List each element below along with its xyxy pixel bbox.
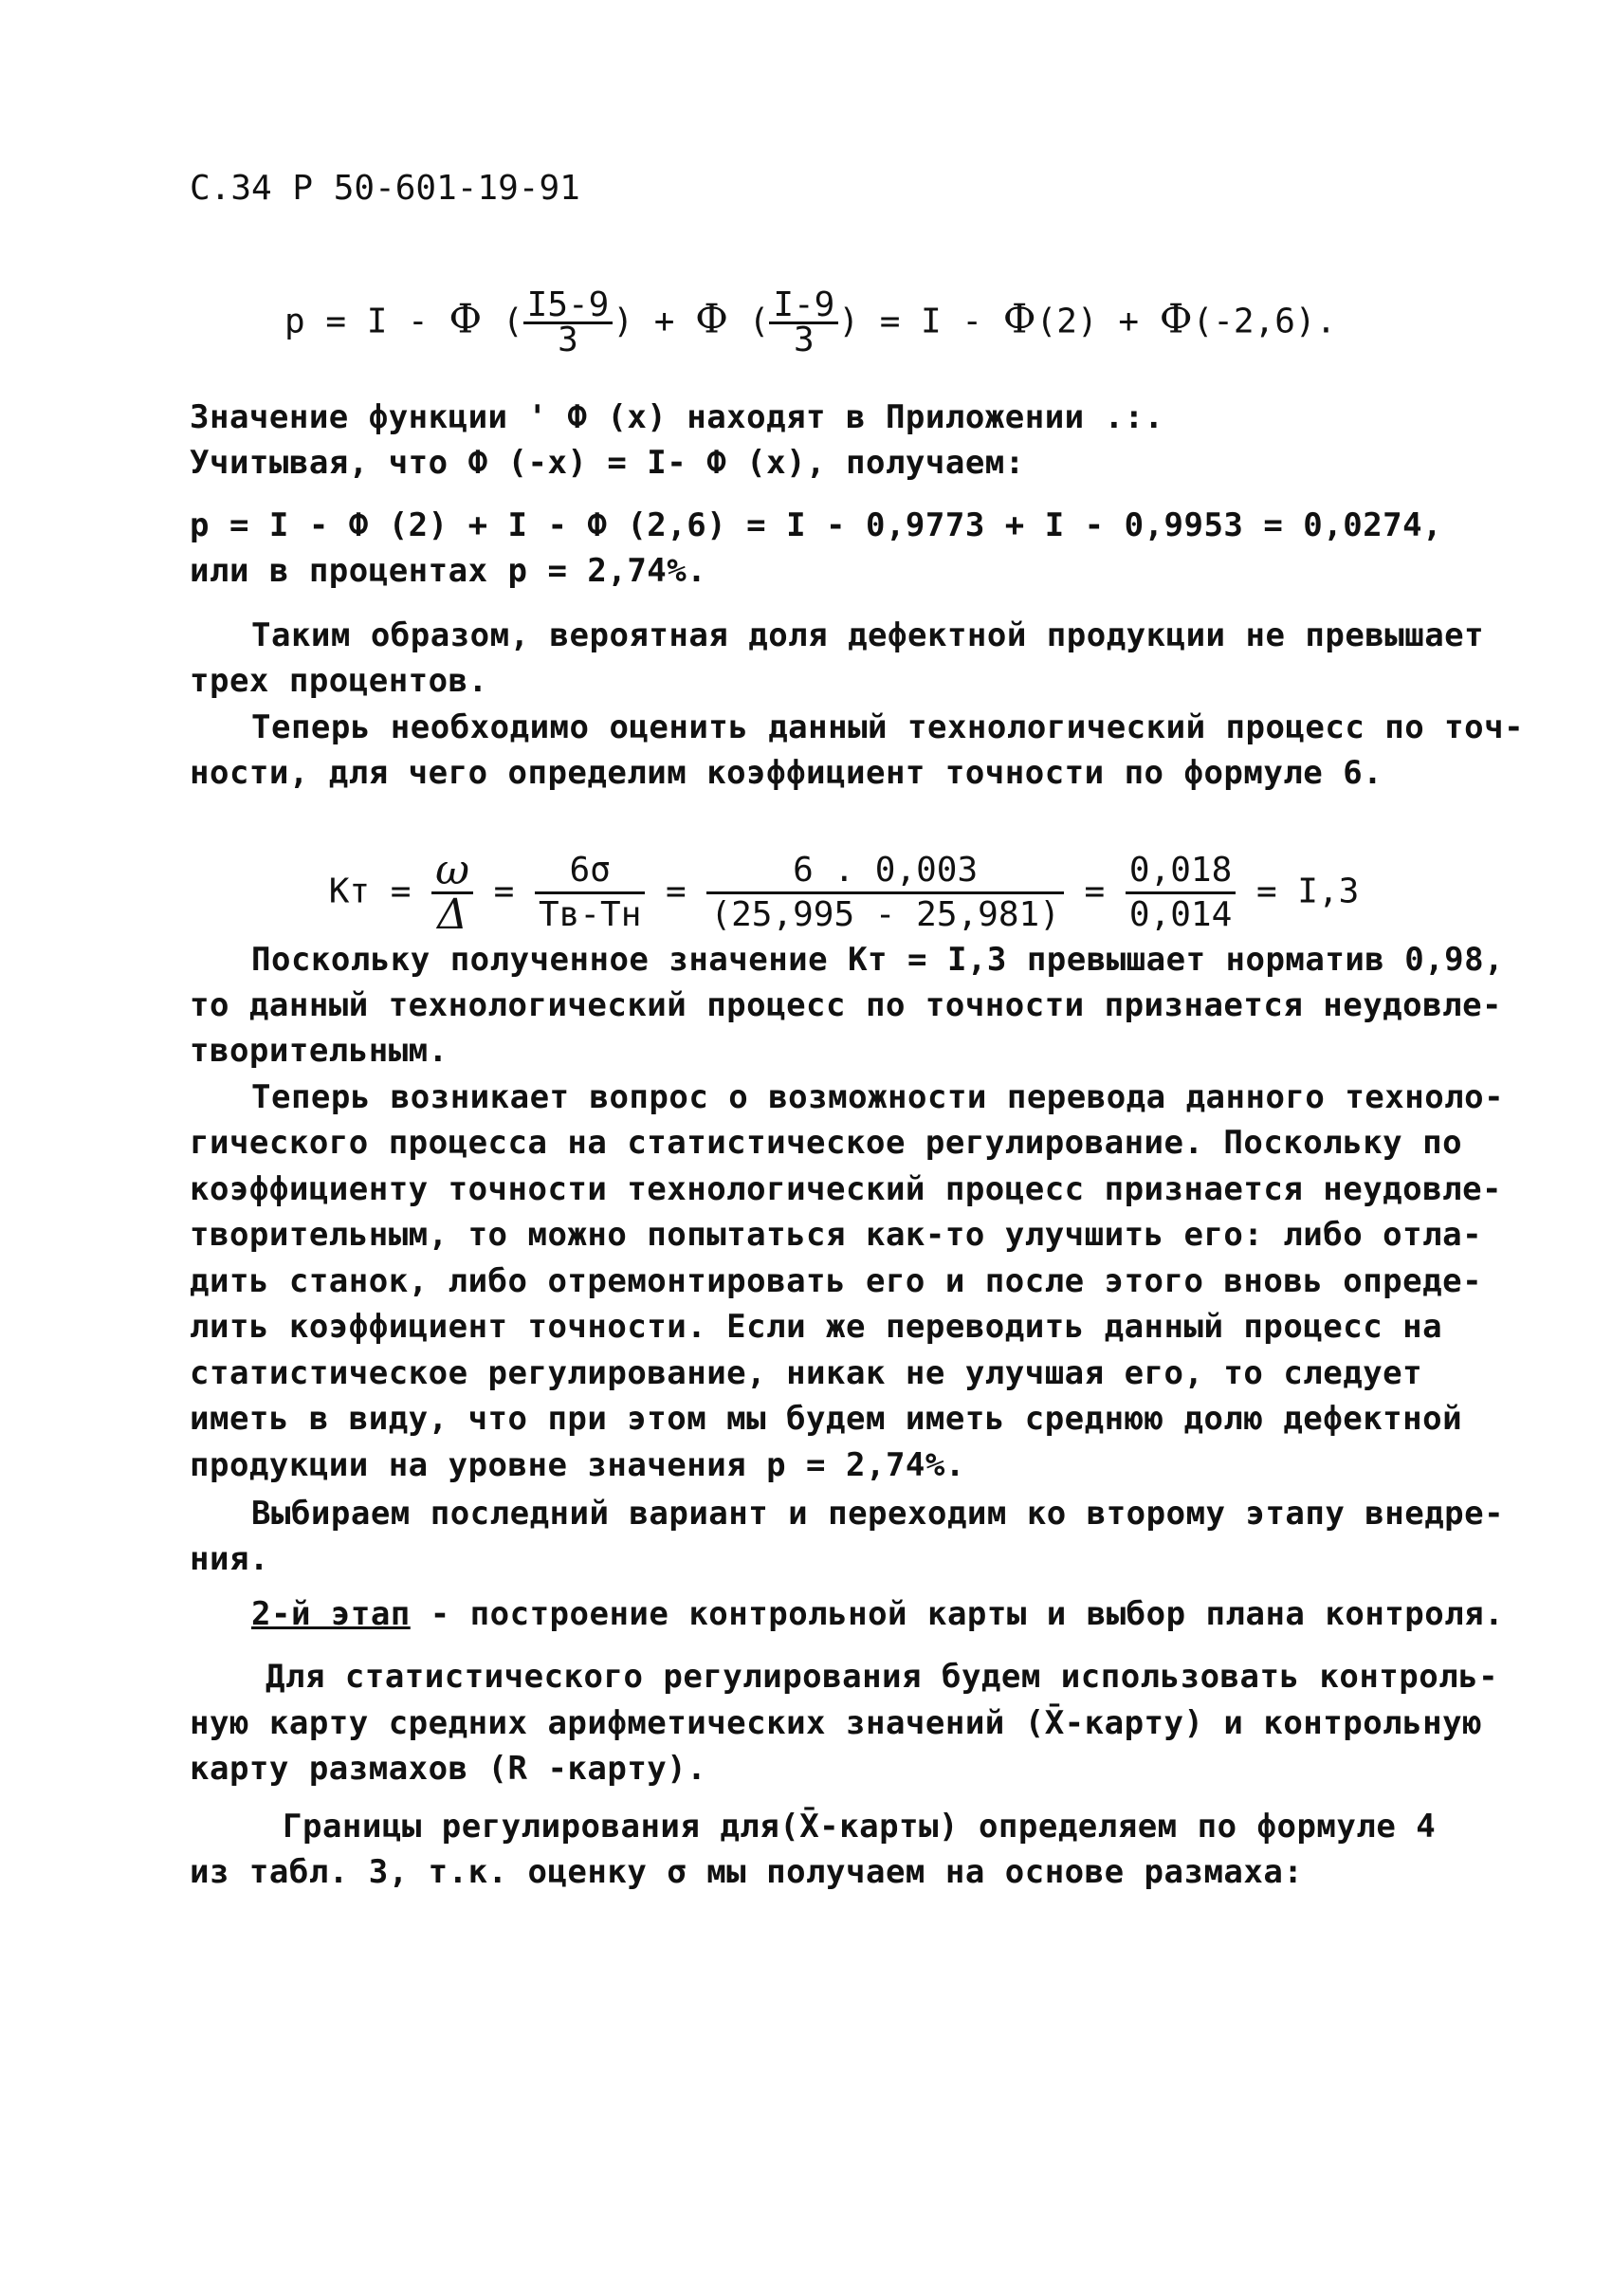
phi-symbol: Ф <box>1159 295 1193 342</box>
text-line: то данный технологический процесс по точности признается неудовле- <box>190 986 1503 1024</box>
text-line: лить коэффициент точности. Если же переводить данный процесс на <box>190 1308 1443 1346</box>
text-line: иметь в виду, что при этом мы будем иметь среднюю долю дефектной <box>190 1400 1463 1438</box>
text-line: ния. <box>190 1540 269 1578</box>
text-line: Выбираем последний вариант и переходим ко второму этапу внедре- <box>251 1495 1505 1533</box>
stage-label: 2-й этап <box>251 1595 411 1633</box>
kt-fraction-4-denominator: 0,014 <box>1128 895 1233 934</box>
fraction-2-denominator: 3 <box>793 321 815 359</box>
text-line: трех процентов. <box>190 662 488 700</box>
text-line: Учитывая, что Ф (-x) = I- Ф (x), получаем: <box>190 444 1025 482</box>
eq1-tail: = I - <box>859 302 1003 341</box>
phi-symbol: Ф <box>1002 295 1036 342</box>
text-line: Таким образом, вероятная доля дефектной продукции не превышает <box>251 616 1485 654</box>
fraction-1 <box>523 285 614 359</box>
text-line: продукции на уровне значения p = 2,74%. <box>190 1446 965 1484</box>
fraction-1-numerator: I5-9 <box>523 289 614 324</box>
text-line: ную карту средних арифметических значений (X̄-карту) и контрольную <box>190 1704 1483 1742</box>
text-line: p = I - Ф (2) + I - Ф (2,6) = I - 0,9773 + I - 0,9953 = 0,0274, <box>190 506 1443 544</box>
text-line: карту размахов (R -карту). <box>190 1750 707 1788</box>
text-line: творительным. <box>190 1032 449 1070</box>
delta-symbol: Δ <box>437 891 467 939</box>
kt-fraction-2 <box>535 850 645 936</box>
eq1-start: p = I - <box>284 302 449 341</box>
equation-kt: Кт = $\frac{\omega}{\Delta}$ = $\frac{6\sigma}{Тв-Тн}$ = $\frac{6 . 0,003}{(25,995 - 25,981)}$ = $\frac{0,018}{0,014}$ = I,3 <box>328 846 1360 939</box>
omega-symbol: ω <box>431 850 473 894</box>
text-line: статистическое регулирование, никак не улучшая его, то следует <box>190 1354 1423 1392</box>
text-line: или в процентах p = 2,74%. <box>190 552 707 590</box>
eq1-plus-2: + <box>1097 302 1160 341</box>
kt-lhs: Кт = <box>328 872 432 911</box>
text-line: творительным, то можно попытаться как-то улучшить его: либо отла- <box>190 1216 1483 1254</box>
text-line: коэффициенту точности технологический процесс признается неудовле- <box>190 1170 1503 1208</box>
stage-description: - построение контрольной карты и выбор плана контроля. <box>410 1595 1505 1633</box>
eq1-arg-3: (-2,6). <box>1192 302 1337 341</box>
kt-fraction-3-numerator: 6 . 0,003 <box>706 850 1063 894</box>
text-line: Значение функции ' Ф (x) находят в Приложении .:. <box>190 398 1164 436</box>
text-line: гического процесса на статистическое регулирование. Поскольку по <box>190 1124 1463 1162</box>
kt-fraction-4 <box>1126 850 1236 936</box>
phi-symbol: Ф <box>695 295 728 342</box>
kt-fraction-1 <box>431 846 473 939</box>
text-line: Теперь необходимо оценить данный технологический процесс по точ- <box>251 708 1525 746</box>
eq1-arg-2: (2) <box>1035 302 1098 341</box>
kt-fraction-4-numerator: 0,018 <box>1126 850 1236 894</box>
kt-fraction-3-denominator: (25,995 - 25,981) <box>710 895 1060 934</box>
kt-fraction-2-numerator: 6σ <box>535 850 645 894</box>
stage-heading-line <box>251 1593 1504 1635</box>
text-line: Поскольку полученное значение Кт = I,3 превышает норматив 0,98, <box>251 941 1505 979</box>
text-line: ности, для чего определим коэффициент точности по формуле 6. <box>190 754 1383 792</box>
text-line: Для статистического регулирования будем использовать контроль- <box>266 1658 1499 1696</box>
fraction-2 <box>769 285 838 359</box>
eq1-plus: + <box>633 302 696 341</box>
page-header: С.34 Р 50-601-19-91 <box>190 169 580 208</box>
text-line: из табл. 3, т.к. оценку σ мы получаем на основе размаха: <box>190 1853 1304 1891</box>
phi-symbol: Ф <box>449 295 483 342</box>
fraction-2-numerator: I-9 <box>769 289 838 324</box>
text-line: Границы регулирования для(X̄-карты) определяем по формуле 4 <box>283 1808 1437 1846</box>
kt-fraction-3 <box>706 850 1063 936</box>
fraction-1-denominator: 3 <box>558 321 578 359</box>
text-line: дить станок, либо отремонтировать его и после этого вновь опреде- <box>190 1262 1483 1300</box>
kt-result: = I,3 <box>1236 872 1360 911</box>
kt-fraction-2-denominator: Тв-Тн <box>539 895 642 934</box>
text-line: Теперь возникает вопрос о возможности перевода данного техноло- <box>251 1078 1505 1116</box>
equation-p: p = I - Ф ( $\frac{I5-9}{3}$ ) + Ф ( $\frac{I-9}{3}$ ) = I - Ф(2) + Ф(-2,6). <box>284 285 1337 359</box>
